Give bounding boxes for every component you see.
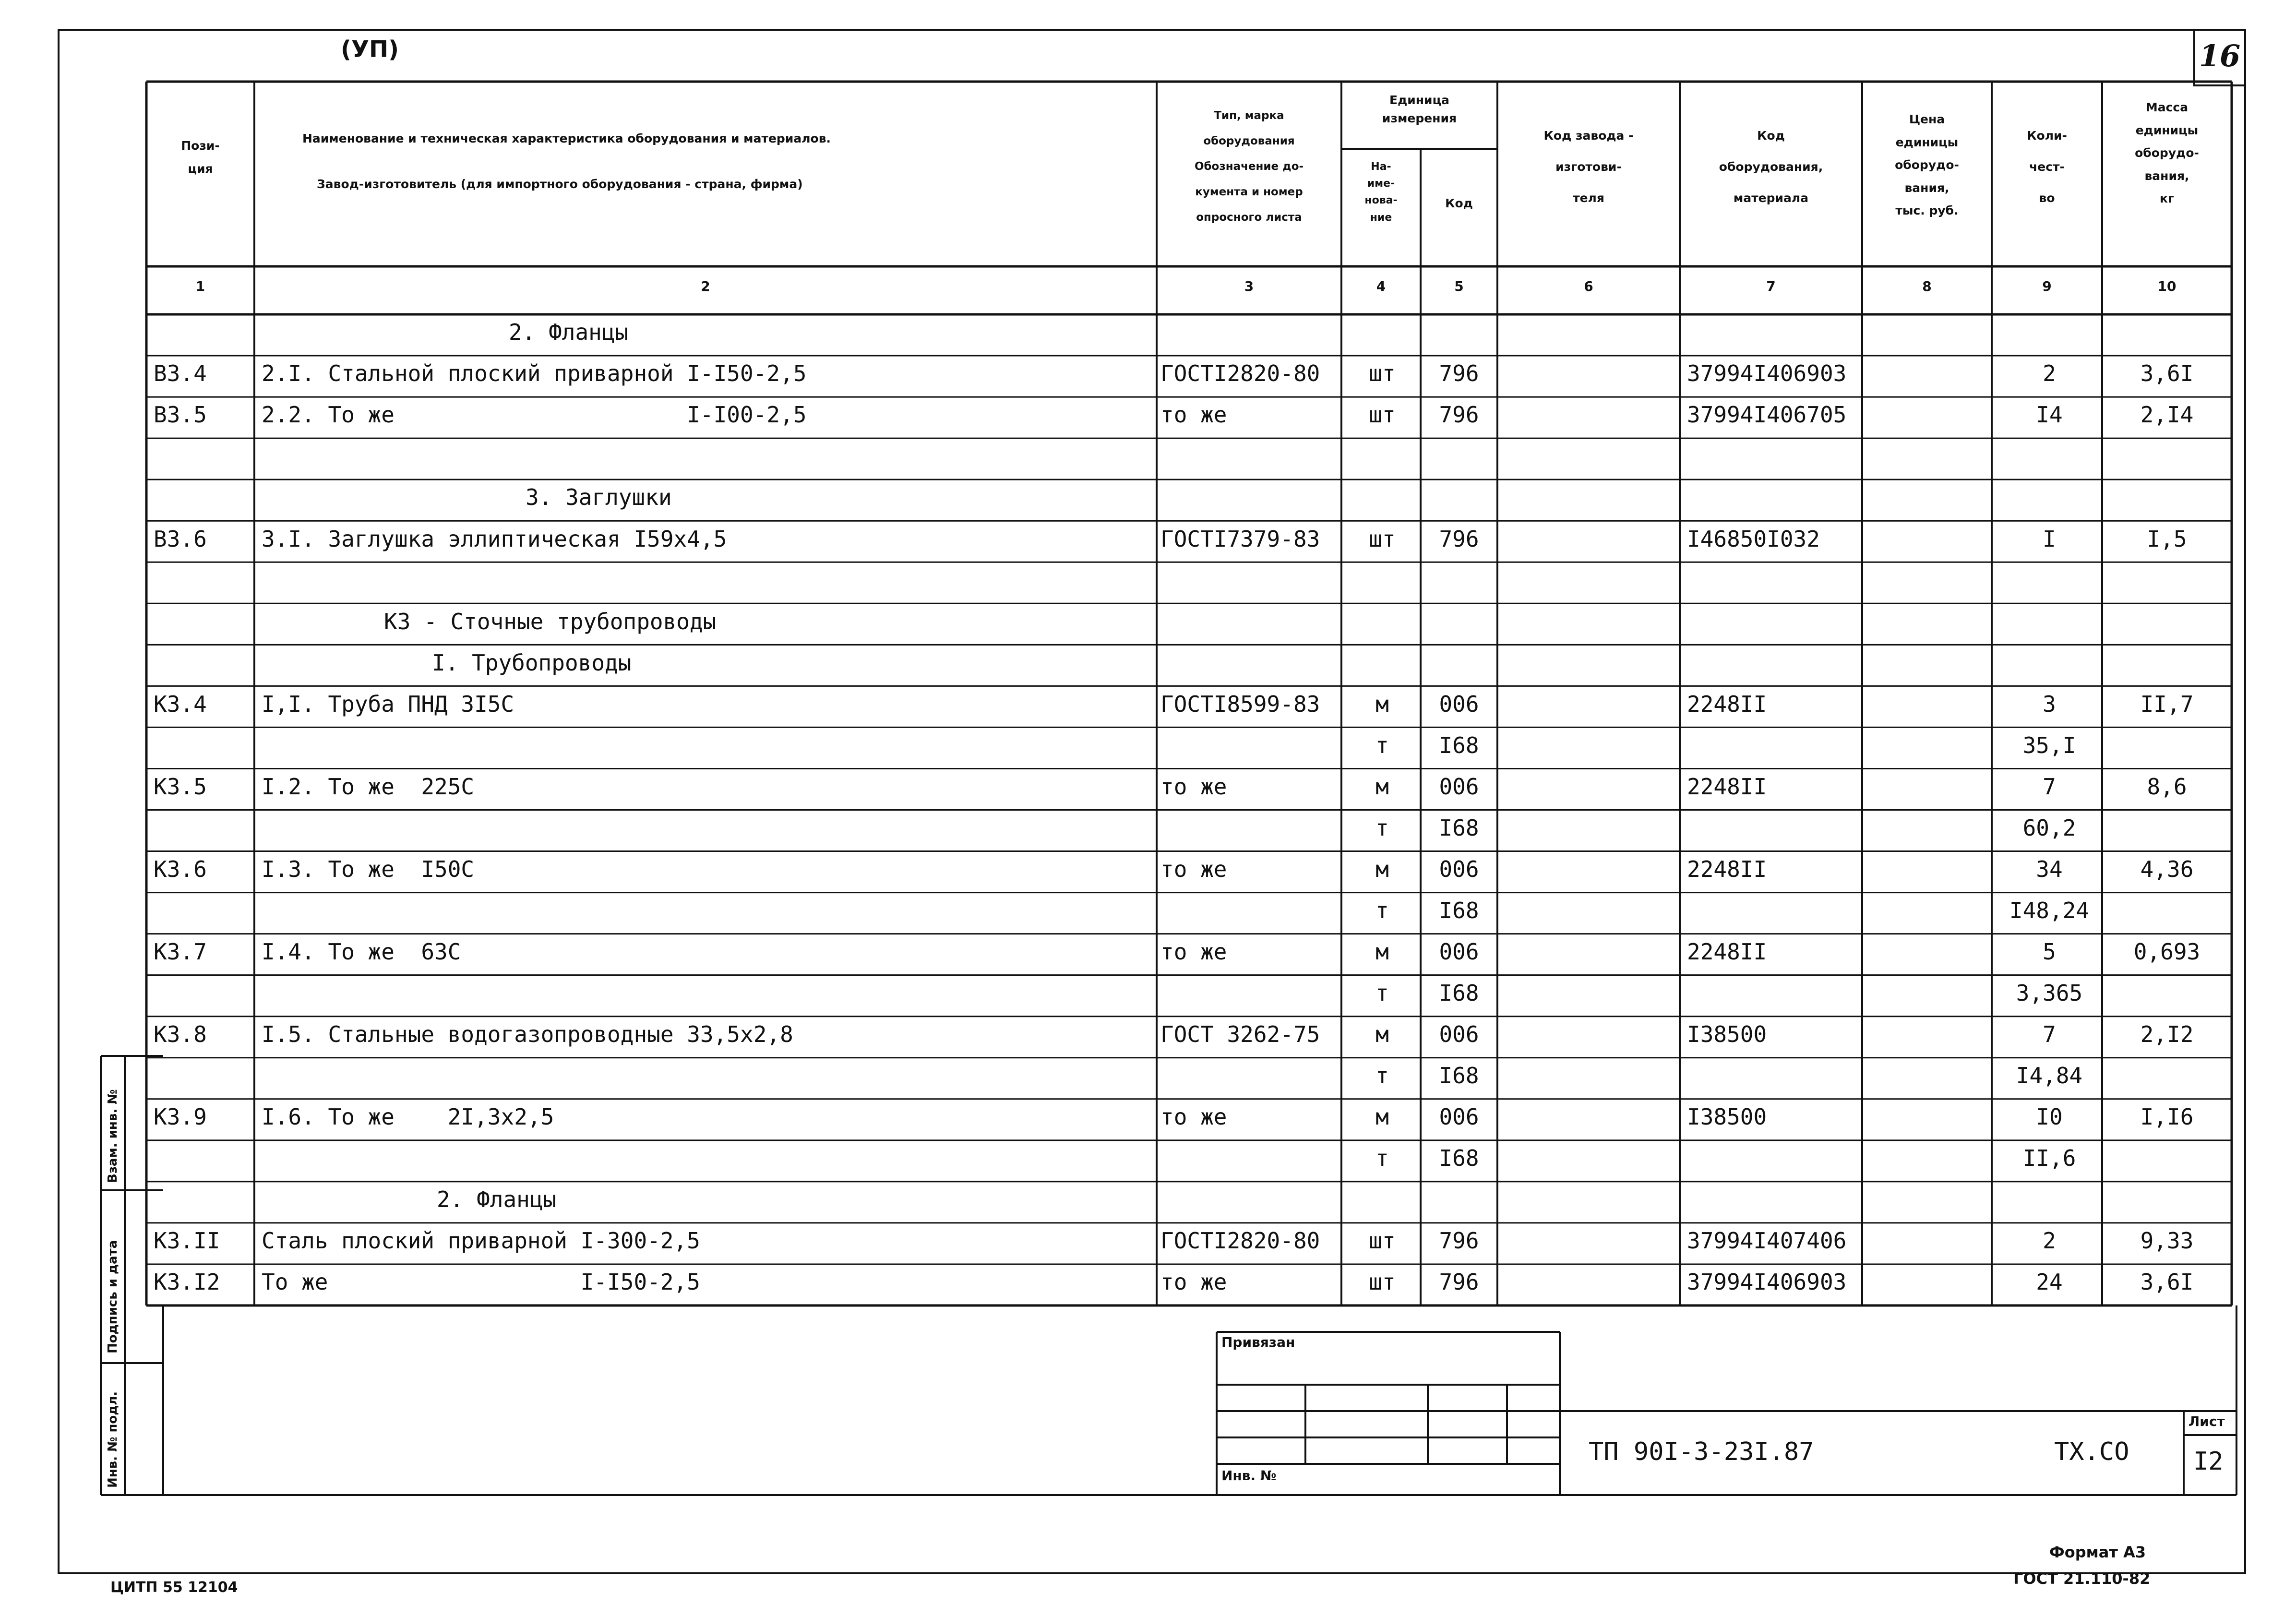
cell-pos: К3.5	[154, 773, 207, 800]
side-stamp-podpis: Подпись и дата	[106, 1240, 120, 1353]
cell-type: то же	[1160, 402, 1227, 428]
cell-type: ГОСТI2820-80	[1160, 1228, 1320, 1254]
column-number: 1	[195, 278, 205, 294]
cell-pos: К3.6	[154, 856, 207, 882]
cell-mass: 3,6I	[2140, 360, 2194, 387]
cell-name: То же I-I50-2,5	[262, 1269, 700, 1295]
cell-qty: I4	[2036, 402, 2063, 428]
cell-code: 006	[1439, 1104, 1479, 1130]
column-number: 2	[701, 278, 710, 294]
cell-qty: I48,24	[2009, 897, 2090, 923]
cell-mat: 37994I406903	[1687, 1269, 1847, 1295]
header-type: Тип, марка оборудования Обозначение до- кумента и номер опросного листа	[1194, 109, 1304, 224]
cell-code: I68	[1439, 732, 1479, 758]
cell-name: I.2. То же 225С	[262, 773, 475, 800]
cell-pos: К3.9	[154, 1104, 207, 1130]
cell-unit: м	[1375, 938, 1389, 965]
cell-pos: В3.4	[154, 360, 207, 387]
cell-name: К3 - Сточные трубопроводы	[384, 608, 717, 634]
stamp-sheet-number: I2	[2193, 1447, 2224, 1476]
side-stamp-vzam: Взам. инв. №	[106, 1089, 120, 1183]
cell-qty: 34	[2036, 856, 2063, 882]
cell-qty: I4,84	[2016, 1063, 2083, 1089]
cell-unit: шт	[1369, 402, 1396, 428]
cell-code: 796	[1439, 402, 1479, 428]
cell-code: 796	[1439, 1269, 1479, 1295]
column-number: 8	[1922, 278, 1932, 294]
cell-name: 3. Заглушки	[526, 484, 672, 511]
cell-pos: К3.8	[154, 1021, 207, 1048]
cell-type: ГОСТI2820-80	[1160, 360, 1320, 387]
header-unit-code: Код	[1445, 196, 1473, 210]
column-number: 6	[1584, 278, 1593, 294]
cell-name: I.6. То же 2I,3x2,5	[262, 1104, 554, 1130]
cell-pos: В3.6	[154, 526, 207, 552]
cell-pos: К3.II	[154, 1228, 220, 1254]
cell-code: 006	[1439, 856, 1479, 882]
cell-qty: 3,365	[2016, 980, 2083, 1006]
cell-code: I68	[1439, 1063, 1479, 1089]
stamp-inv-no: Инв. №	[1221, 1468, 1277, 1484]
column-number: 10	[2157, 278, 2176, 294]
cell-mass: 8,6	[2147, 773, 2187, 800]
cell-type: то же	[1160, 938, 1227, 965]
cell-code: I68	[1439, 814, 1479, 841]
cell-unit: т	[1375, 897, 1389, 923]
cell-type: ГОСТI7379-83	[1160, 526, 1320, 552]
cell-pos: К3.7	[154, 938, 207, 965]
header-mass: Масса единицы оборудо- вания, кг	[2135, 100, 2199, 205]
cell-mass: 9,33	[2140, 1228, 2194, 1254]
cell-mass: 2,I4	[2140, 402, 2194, 428]
header-equipment-code: Код оборудования, материала	[1719, 129, 1823, 205]
cell-qty: 60,2	[2022, 814, 2076, 841]
cell-qty: 7	[2043, 773, 2056, 800]
cell-qty: 24	[2036, 1269, 2063, 1295]
cell-unit: т	[1375, 814, 1389, 841]
top-label: (УП)	[341, 36, 399, 63]
stamp-list-label: Лист	[2188, 1413, 2225, 1429]
cell-code: 006	[1439, 1021, 1479, 1048]
header-unit-name: На- име- нова- ние	[1364, 161, 1398, 224]
cell-unit: м	[1375, 773, 1389, 800]
column-number: 5	[1454, 278, 1464, 294]
stamp-privyazan: Привязан	[1221, 1334, 1295, 1350]
cell-unit: м	[1375, 1104, 1389, 1130]
cell-mat: 37994I406705	[1687, 402, 1847, 428]
header-name-line2: Завод-изготовитель (для импортного оборудования - страна, фирма)	[317, 177, 803, 191]
cell-qty: II,6	[2022, 1145, 2076, 1172]
header-price: Цена единицы оборудо- вания, тыс. руб.	[1895, 112, 1959, 217]
cell-name: I.5. Стальные водогазопроводные 33,5x2,8	[262, 1021, 793, 1048]
cell-code: I68	[1439, 1145, 1479, 1172]
cell-qty: 7	[2043, 1021, 2056, 1048]
cell-unit: м	[1375, 691, 1389, 717]
cell-name: Сталь плоский приварной I-300-2,5	[262, 1228, 700, 1254]
column-number: 4	[1376, 278, 1386, 294]
cell-pos: К3.4	[154, 691, 207, 717]
cell-code: I68	[1439, 980, 1479, 1006]
cell-unit: т	[1375, 1063, 1389, 1089]
cell-code: 796	[1439, 1228, 1479, 1254]
cell-unit: шт	[1369, 1228, 1396, 1254]
cell-type: то же	[1160, 1104, 1227, 1130]
cell-code: 006	[1439, 691, 1479, 717]
column-number: 7	[1766, 278, 1776, 294]
column-number: 9	[2042, 278, 2052, 294]
cell-qty: 2	[2043, 360, 2056, 387]
cell-mass: 3,6I	[2140, 1269, 2194, 1295]
side-stamp-inv-podl: Инв. № подл.	[106, 1391, 120, 1488]
stamp-doc-code: ТП 90I-3-23I.87	[1589, 1437, 1814, 1466]
header-name-line1: Наименование и техническая характеристика оборудования и материалов.	[302, 132, 831, 145]
cell-mat: 2248II	[1687, 856, 1767, 882]
cell-unit: шт	[1369, 360, 1396, 387]
cell-name: 3.I. Заглушка эллиптическая I59x4,5	[262, 526, 727, 552]
cell-qty: 35,I	[2022, 732, 2076, 758]
cell-mass: I,I6	[2140, 1104, 2194, 1130]
cell-mat: I38500	[1687, 1104, 1767, 1130]
cell-name: 2. Фланцы	[509, 319, 629, 346]
cell-unit: т	[1375, 732, 1389, 758]
cell-name: I.3. То же I50С	[262, 856, 475, 882]
cell-mass: 4,36	[2140, 856, 2194, 882]
cell-qty: 2	[2043, 1228, 2056, 1254]
cell-type: то же	[1160, 1269, 1227, 1295]
cell-unit: т	[1375, 1145, 1389, 1172]
header-position: Пози- ция	[181, 139, 220, 176]
cell-name: 2.2. То же I-I00-2,5	[262, 402, 807, 428]
header-plant-code: Код завода - изготови- теля	[1543, 129, 1634, 205]
cell-mat: 37994I407406	[1687, 1228, 1847, 1254]
cell-code: 796	[1439, 526, 1479, 552]
footer-left: ЦИТП 55 12104	[110, 1579, 238, 1596]
cell-qty: I0	[2036, 1104, 2063, 1130]
cell-mat: I46850I032	[1687, 526, 1820, 552]
cell-mat: 2248II	[1687, 773, 1767, 800]
cell-name: 2.I. Стальной плоский приварной I-I50-2,5	[262, 360, 807, 387]
cell-unit: м	[1375, 856, 1389, 882]
cell-code: I68	[1439, 897, 1479, 923]
page-number: 16	[2199, 38, 2241, 73]
cell-unit: м	[1375, 1021, 1389, 1048]
cell-mass: 2,I2	[2140, 1021, 2194, 1048]
cell-name: I,I. Труба ПНД 3I5С	[262, 691, 514, 717]
cell-type: ГОСТI8599-83	[1160, 691, 1320, 717]
cell-code: 796	[1439, 360, 1479, 387]
footer-format: Формат А3	[2049, 1543, 2146, 1561]
cell-mat: 2248II	[1687, 691, 1767, 717]
header-unit-group: Единица измерения	[1382, 93, 1457, 125]
cell-unit: т	[1375, 980, 1389, 1006]
cell-mat: 37994I406903	[1687, 360, 1847, 387]
cell-pos: К3.I2	[154, 1269, 220, 1295]
header-quantity: Коли- чест- во	[2027, 129, 2067, 205]
cell-mass: II,7	[2140, 691, 2194, 717]
cell-qty: 3	[2043, 691, 2056, 717]
cell-mass: 0,693	[2133, 938, 2200, 965]
cell-qty: 5	[2043, 938, 2056, 965]
cell-mass: I,5	[2147, 526, 2187, 552]
cell-qty: I	[2043, 526, 2056, 552]
cell-name: I. Трубопроводы	[432, 649, 632, 676]
cell-unit: шт	[1369, 526, 1396, 552]
cell-name: 2. Фланцы	[437, 1186, 557, 1213]
cell-type: ГОСТ 3262-75	[1160, 1021, 1320, 1048]
cell-mat: 2248II	[1687, 938, 1767, 965]
cell-unit: шт	[1369, 1269, 1396, 1295]
cell-name: I.4. То же 63С	[262, 938, 461, 965]
stamp-sheet-code: ТХ.СО	[2054, 1437, 2129, 1466]
cell-pos: В3.5	[154, 402, 207, 428]
cell-mat: I38500	[1687, 1021, 1767, 1048]
cell-type: то же	[1160, 856, 1227, 882]
column-number: 3	[1244, 278, 1254, 294]
cell-type: то же	[1160, 773, 1227, 800]
footer-gost: ГОСТ 21.110-82	[2013, 1569, 2151, 1588]
cell-code: 006	[1439, 773, 1479, 800]
cell-code: 006	[1439, 938, 1479, 965]
